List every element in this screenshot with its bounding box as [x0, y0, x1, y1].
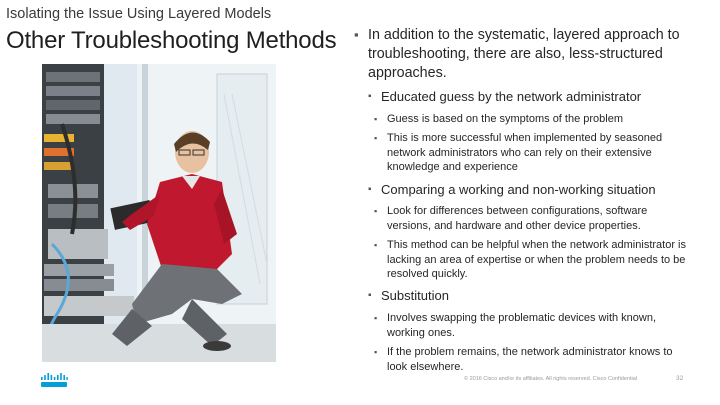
square-bullet-icon: ▪: [374, 240, 378, 250]
method-point: [374, 112, 692, 127]
technician-photo: [42, 64, 276, 362]
page-number: 32: [676, 375, 684, 382]
square-bullet-icon: ▪: [374, 133, 378, 143]
intro-text: In addition to the systematic, layered approach to troubleshooting, there are also, less-structured approaches.: [368, 27, 680, 81]
method-point-text: Look for differences between configurations, software versions, and hardware and other device properties.: [387, 205, 648, 232]
content-area: [354, 26, 710, 83]
intro-bullet: [354, 26, 710, 83]
square-bullet-icon: ▪: [354, 27, 359, 42]
square-bullet-icon: ▪: [374, 313, 378, 323]
method-point: [374, 131, 692, 175]
square-bullet-icon: ▪: [374, 114, 378, 124]
method-point-text: If the problem remains, the network administrator knows to look elsewhere.: [387, 346, 673, 373]
square-bullet-icon: ▪: [368, 290, 372, 301]
method-point-text: Guess is based on the symptoms of the problem: [387, 113, 624, 125]
method-point: [374, 345, 692, 374]
method-point: [374, 238, 692, 282]
method-label: Comparing a working and non-working situation: [381, 182, 656, 197]
method-point-text: This method can be helpful when the network administrator is lacking an area of expertise or when the problem needs to be resolved quickly.: [387, 239, 686, 280]
slide-title: Other Troubleshooting Methods: [6, 27, 337, 54]
method-point: [374, 311, 692, 340]
method-point-text: Involves swapping the problematic devices with known, working ones.: [387, 312, 657, 339]
cisco-logo-icon: [40, 372, 68, 388]
method-item: [368, 288, 708, 304]
section-label: Isolating the Issue Using Layered Models: [6, 6, 272, 22]
square-bullet-icon: ▪: [368, 91, 372, 102]
square-bullet-icon: ▪: [374, 347, 378, 357]
method-label: Educated guess by the network administrator: [381, 89, 642, 104]
method-label: Substitution: [381, 288, 449, 303]
square-bullet-icon: ▪: [374, 206, 378, 216]
footer-copyright: © 2016 Cisco and/or its affiliates. All rights reserved. Cisco Confidential: [464, 376, 638, 382]
method-item: [368, 89, 708, 105]
method-point: [374, 204, 692, 233]
method-item: [368, 182, 708, 198]
square-bullet-icon: ▪: [368, 184, 372, 195]
method-point-text: This is more successful when implemented by seasoned network administrators who can rely on their extensive knowledge and experience: [387, 132, 663, 173]
